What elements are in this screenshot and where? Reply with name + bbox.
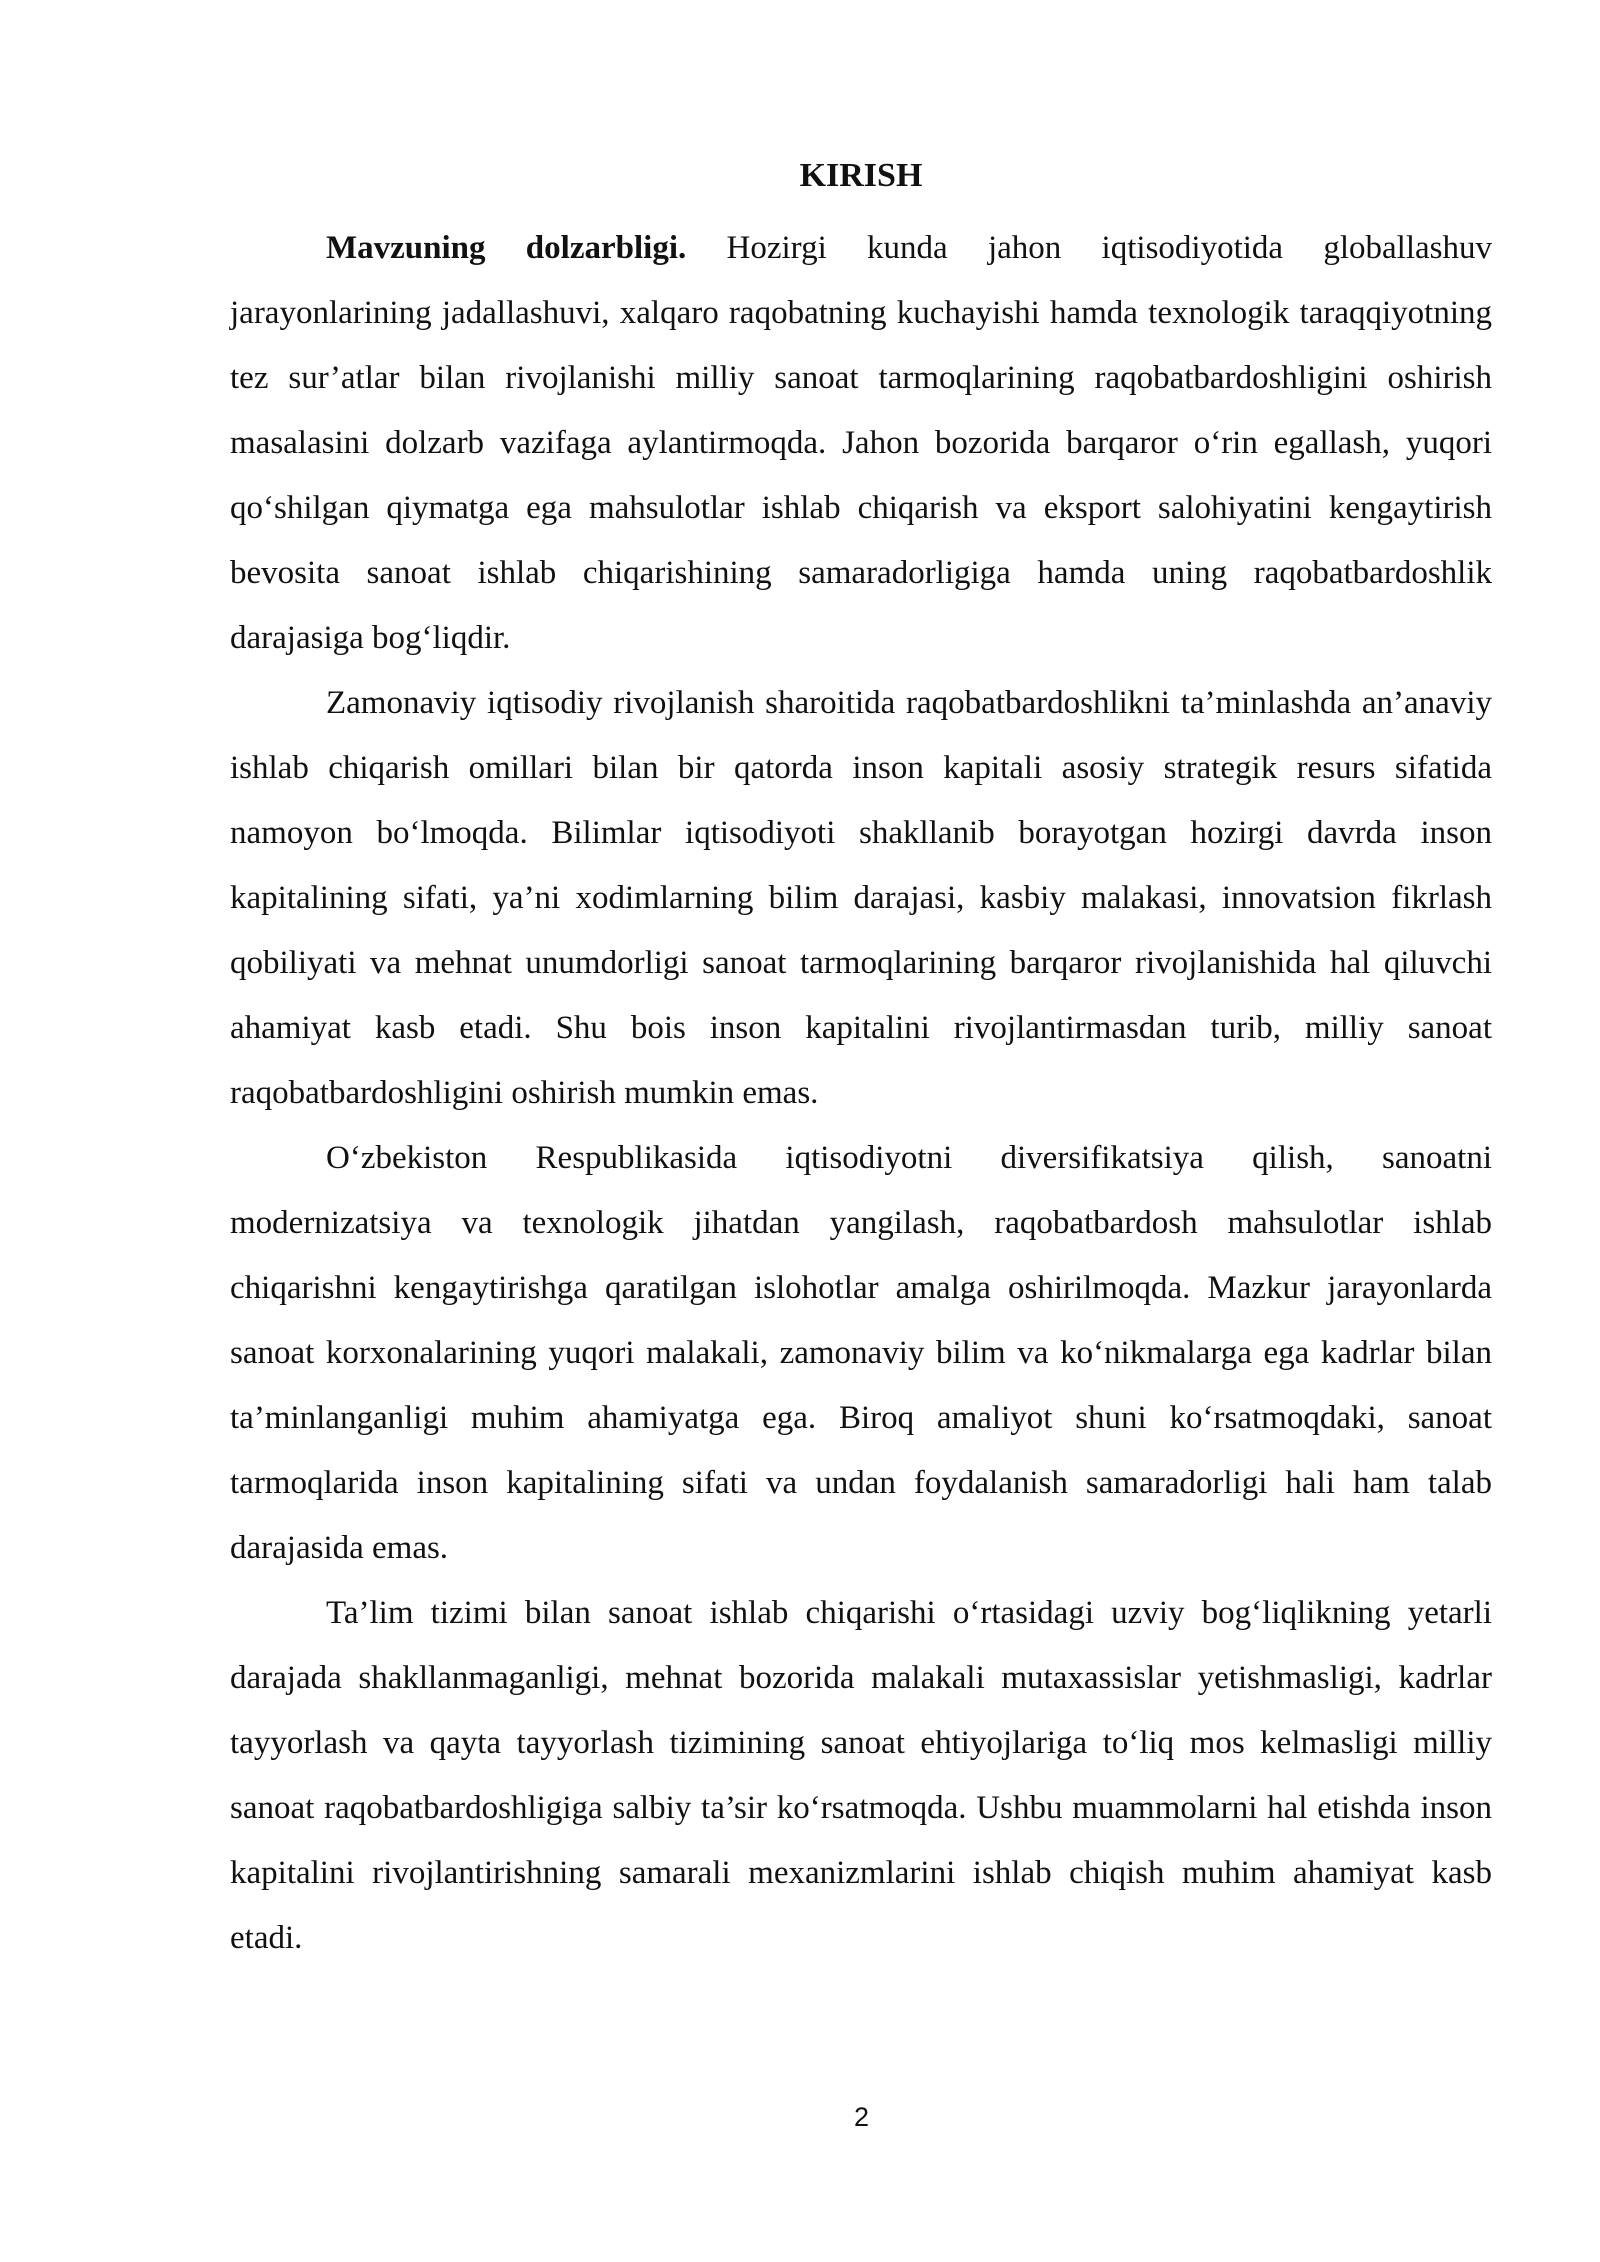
paragraph-3 bbox=[230, 1126, 1492, 1581]
page-content bbox=[230, 150, 1492, 1971]
paragraph-1-text: Hozirgi kunda jahon iqtisodiyotida globallashuv jarayonlarining jadallashuvi, xalqaro raqobatning kuchayishi hamda texnologik taraqqiyotning tez sur’atlar bilan rivojlanishi milliy sanoat tarmoqlarining raqobatbardoshligini oshirish masalasini dolzarb vazifaga aylantirmoqda. Jahon bozorida barqaror o‘rin egallash, yuqori qo‘shilgan qiymatga ega mahsulotlar ishlab chiqarish va eksport salohiyatini kengaytirish bevosita sanoat ishlab chiqarishining samaradorligiga hamda uning raqobatbardoshlik darajasiga bog‘liqdir. bbox=[230, 230, 1492, 656]
paragraph-2 bbox=[230, 671, 1492, 1126]
paragraph-1 bbox=[230, 216, 1492, 671]
paragraph-3-text: O‘zbekiston Respublikasida iqtisodiyotni diversifikatsiya qilish, sanoatni modernizatsiya va texnologik jihatdan yangilash, raqobatbardosh mahsulotlar ishlab chiqarishni kengaytirishga qaratilgan islohotlar amalga oshirilmoqda. Mazkur jarayonlarda sanoat korxonalarining yuqori malakali, zamonaviy bilim va ko‘nikmalarga ega kadrlar bilan ta’minlanganligi muhim ahamiyatga ega. Biroq amaliyot shuni ko‘rsatmoqdaki, sanoat tarmoqlarida inson kapitalining sifati va undan foydalanish samaradorligi hali ham talab darajasida emas. bbox=[230, 1140, 1492, 1566]
paragraph-2-text: Zamonaviy iqtisodiy rivojlanish sharoitida raqobatbardoshlikni ta’minlashda an’anaviy ishlab chiqarish omillari bilan bir qatorda inson kapitali asosiy strategik resurs sifatida namoyon bo‘lmoqda. Bilimlar iqtisodiyoti shakllanib borayotgan hozirgi davrda inson kapitalining sifati, ya’ni xodimlarning bilim darajasi, kasbiy malakasi, innovatsion fikrlash qobiliyati va mehnat unumdorligi sanoat tarmoqlarining barqaror rivojlanishida hal qiluvchi ahamiyat kasb etadi. Shu bois inson kapitalini rivojlantirmasdan turib, milliy sanoat raqobatbardoshligini oshirish mumkin emas. bbox=[230, 685, 1492, 1111]
paragraph-1-lead: Mavzuning dolzarbligi. bbox=[326, 230, 687, 266]
paragraph-4-text: Ta’lim tizimi bilan sanoat ishlab chiqarishi o‘rtasidagi uzviy bog‘liqlikning yetarli darajada shakllanmaganligi, mehnat bozorida malakali mutaxassislar yetishmasligi, kadrlar tayyorlash va qayta tayyorlash tizimining sanoat ehtiyojlariga to‘liq mos kelmasligi milliy sanoat raqobatbardoshligiga salbiy ta’sir ko‘rsatmoqda. Ushbu muammolarni hal etishda inson kapitalini rivojlantirishning samarali mexanizmlarini ishlab chiqish muhim ahamiyat kasb etadi. bbox=[230, 1595, 1492, 1956]
page-number: 2 bbox=[853, 2102, 870, 2132]
paragraph-4 bbox=[230, 1581, 1492, 1971]
section-title: KIRISH bbox=[799, 157, 923, 194]
